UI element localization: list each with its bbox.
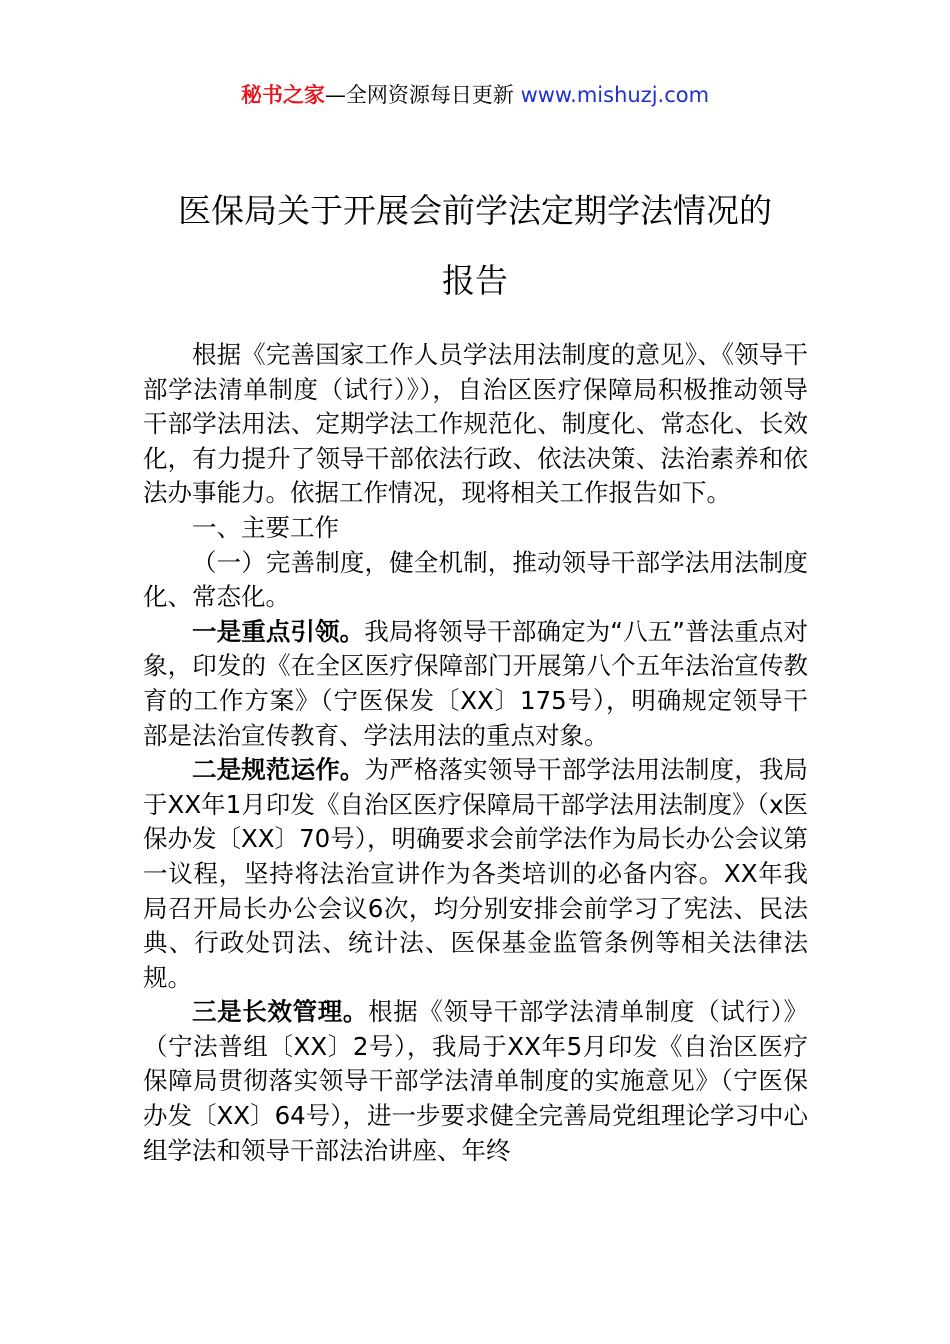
site-url-link[interactable]: www.mishuzj.com [520, 83, 710, 107]
paragraph-lead: 一是重点引领。 [192, 616, 365, 646]
paragraph-standard-operation: 二是规范运作。为严格落实领导干部学法用法制度，我局于XX年1月印发《自治区医疗保障局干部学法用法制度》（x医保办发〔XX〕70号），明确要求会前学法作为局长办公会议第一议程，坚持将法治宣讲作为各类培训的必备内容。XX年我局召开局长办公会议6次，均分别安排会前学习了宪法、民法典、行政处罚法、统计法、医保基金监管条例等相关法律法规。 [143, 755, 809, 992]
brand-name: 秘书之家 [240, 83, 325, 107]
paragraph-lead: 三是长效管理。 [192, 997, 369, 1027]
title-line-2: 报告 [442, 261, 508, 300]
document-title [0, 176, 950, 316]
title-line-1: 医保局关于开展会前学法定期学法情况的 [178, 191, 772, 230]
paragraph-intro: 根据《完善国家工作人员学法用法制度的意见》、《领导干部学法清单制度（试行）》），自治区医疗保障局积极推动领导干部学法用法、定期学法工作规范化、制度化、常态化、长效化，有力提升了领导干部依法行政、依法决策、法治素养和依法办事能力。依据工作情况，现将相关工作报告如下。 [143, 340, 808, 508]
subsection-heading-1: （一）完善制度，健全机制，推动领导干部学法用法制度化、常态化。 [143, 547, 808, 612]
section-heading-main-work: 一、主要工作 [192, 512, 339, 542]
document-body [143, 338, 808, 1168]
paragraph-key-guidance: 一是重点引领。我局将领导干部确定为“八五”普法重点对象，印发的《在全区医疗保障部门开展第八个五年法治宣传教育的工作方案》（宁医保发〔XX〕175号），明确规定领导干部是法治宣传教育、学法用法的重点对象。 [143, 616, 808, 750]
paragraph-long-term-management: 三是长效管理。根据《领导干部学法清单制度（试行）》（宁法普组〔XX〕2号），我局于XX年5月印发《自治区医疗保障局贯彻落实领导干部学法清单制度的实施意见》（宁医保办发〔XX〕64号），进一步要求健全完善局党组理论学习中心组学法和领导干部法治讲座、年终 [143, 997, 808, 1165]
site-header [0, 80, 950, 110]
paragraph-lead: 二是规范运作。 [192, 755, 365, 785]
header-tagline: —全网资源每日更新 [324, 83, 521, 107]
